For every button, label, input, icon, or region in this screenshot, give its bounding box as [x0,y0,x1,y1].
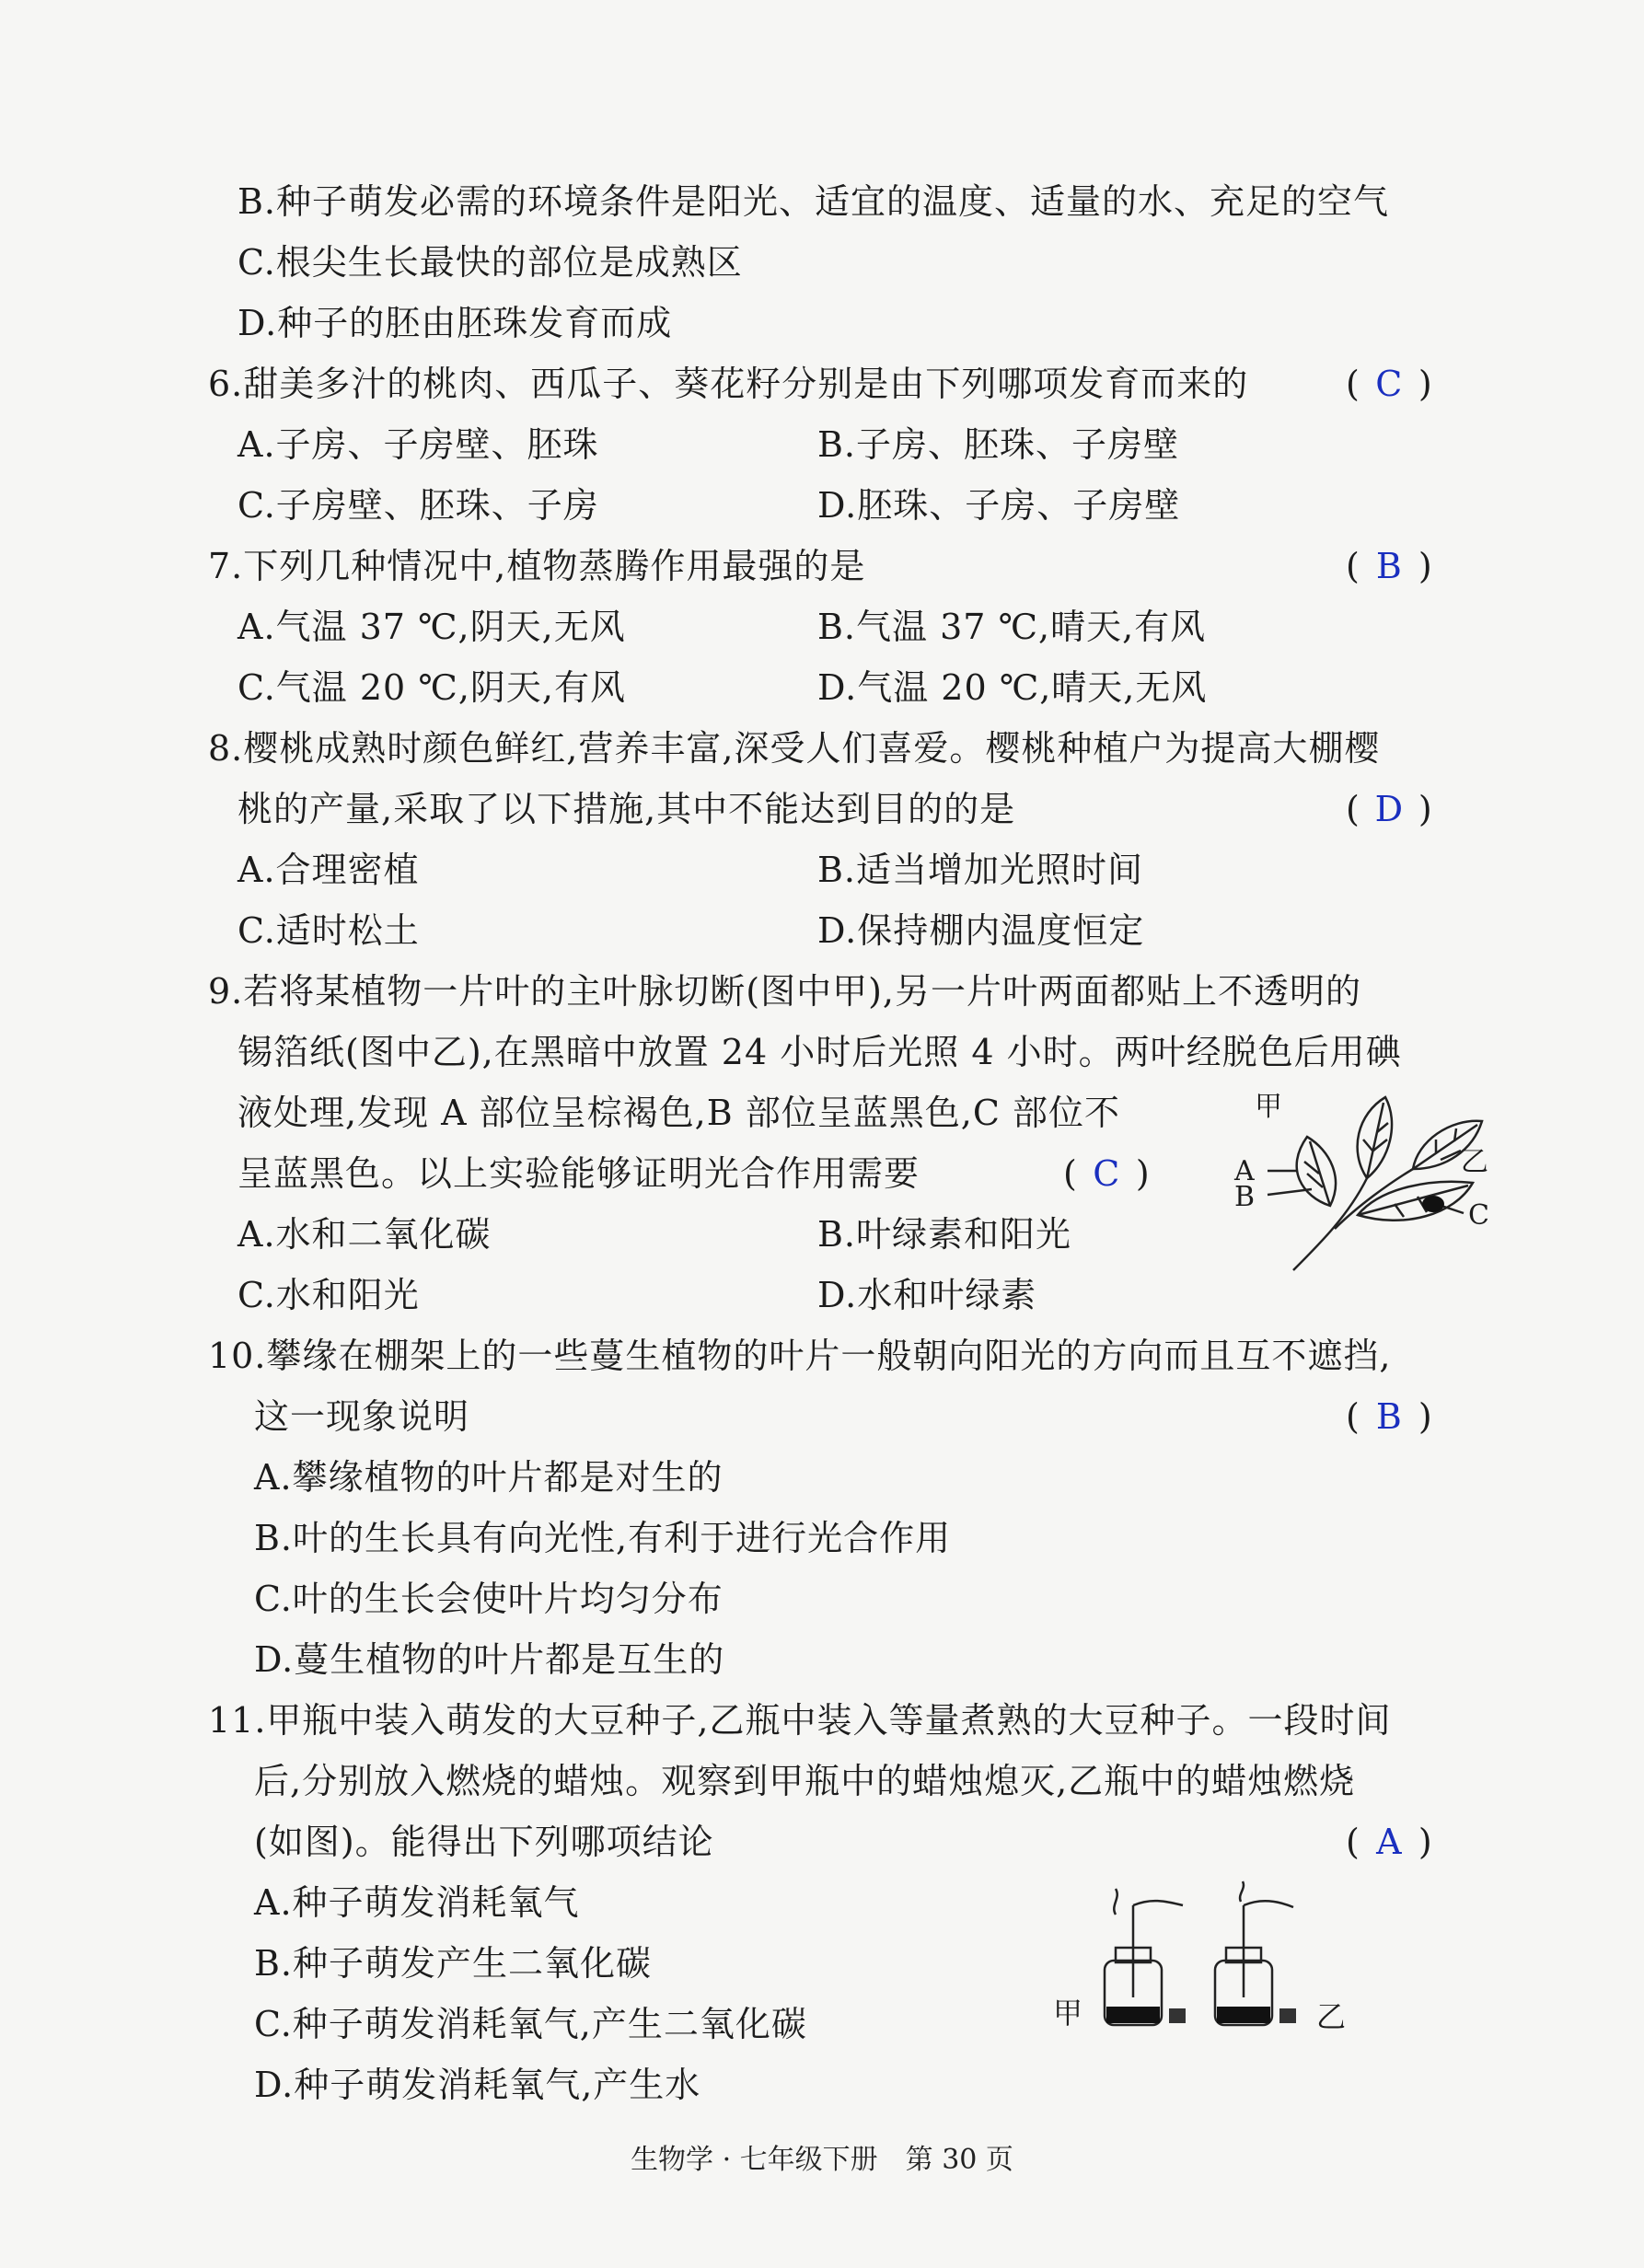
q7-option-d: D.气温 20 ℃,晴天,无风 [817,667,1208,708]
q11-stem-line3: (如图)。能得出下列哪项结论 [254,1822,714,1862]
q9-option-d: D.水和叶绿素 [817,1275,1037,1315]
q8-answer-bracket: ( D ) [1346,786,1432,832]
q11-option-c: C.种子萌发消耗氧气,产生二氧化碳 [254,2004,807,2044]
q10-option-d: D.蔓生植物的叶片都是互生的 [254,1639,725,1680]
q9-answer: C [1093,1153,1120,1194]
q10-option-a: A.攀缘植物的叶片都是对生的 [254,1457,724,1498]
q9-figure-label-b: B [1234,1181,1256,1213]
q9-option-b: B.叶绿素和阳光 [817,1214,1072,1255]
q9-figure-label-yi: 乙 [1461,1146,1488,1178]
q11-figure-label-jia: 甲 [1053,1996,1083,2031]
q7-answer-bracket: ( B ) [1346,543,1432,589]
q8-option-b: B.适当增加光照时间 [817,850,1144,890]
q8-option-c: C.适时松土 [237,910,420,951]
q6-option-b: B.子房、胚珠、子房壁 [817,424,1180,465]
q6-answer: C [1375,364,1403,404]
q10-stem-line1: 10.攀缘在棚架上的一些蔓生植物的叶片一般朝向阳光的方向而且互不遮挡, [208,1336,1392,1376]
q9-stem-line1: 9.若将某植物一片叶的主叶脉切断(图中甲),另一片叶两面都贴上不透明的 [208,971,1361,1012]
q11-answer: A [1376,1822,1402,1862]
q10-option-b: B.叶的生长具有向光性,有利于进行光合作用 [254,1518,952,1558]
q11-figure-label-yi: 乙 [1316,1999,1347,2034]
q5-option-c: C.根尖生长最快的部位是成熟区 [237,242,743,283]
q8-option-d: D.保持棚内温度恒定 [817,910,1145,951]
q8-option-a: A.合理密植 [237,850,420,890]
q9-answer-bracket: ( C ) [1063,1151,1150,1197]
q9-stem-line3: 液处理,发现 A 部位呈棕褐色,B 部位呈蓝黑色,C 部位不 [237,1093,1120,1133]
q7-answer: B [1375,546,1402,586]
q11-option-a: A.种子萌发消耗氧气 [254,1882,580,1923]
q7-option-b: B.气温 37 ℃,晴天,有风 [817,607,1207,647]
q8-stem-line2: 桃的产量,采取了以下措施,其中不能达到目的的是 [237,789,1016,829]
q7-stem: 7.下列几种情况中,植物蒸腾作用最强的是 [208,546,866,586]
q11-answer-bracket: ( A ) [1346,1819,1432,1865]
q6-option-d: D.胚珠、子房、子房壁 [817,485,1181,526]
q9-option-c: C.水和阳光 [237,1275,420,1315]
q5-option-b: B.种子萌发必需的环境条件是阳光、适宜的温度、适量的水、充足的空气 [237,181,1390,222]
q6-option-a: A.子房、子房壁、胚珠 [237,424,599,465]
q11-stem-line1: 11.甲瓶中装入萌发的大豆种子,乙瓶中装入等量煮熟的大豆种子。一段时间 [208,1700,1392,1741]
q11-option-d: D.种子萌发消耗氧气,产生水 [254,2065,701,2105]
q11-jar-figure [1040,1878,1372,2043]
q9-option-a: A.水和二氧化碳 [237,1214,492,1255]
q6-answer-bracket: ( C ) [1346,361,1432,407]
q11-stem-line2: 后,分别放入燃烧的蜡烛。观察到甲瓶中的蜡烛熄灭,乙瓶中的蜡烛燃烧 [254,1761,1356,1801]
q9-stem-line2: 锡箔纸(图中乙),在黑暗中放置 24 小时后光照 4 小时。两叶经脱色后用碘 [237,1032,1402,1072]
q8-stem-line1: 8.樱桃成熟时颜色鲜红,营养丰富,深受人们喜爱。樱桃种植户为提高大棚樱 [208,728,1381,769]
q8-answer: D [1374,789,1404,829]
q10-answer: B [1375,1396,1402,1437]
q6-stem: 6.甜美多汁的桃肉、西瓜子、葵花籽分别是由下列哪项发育而来的 [208,364,1249,404]
q6-option-c: C.子房壁、胚珠、子房 [237,485,599,526]
q9-stem-line4: 呈蓝黑色。以上实验能够证明光合作用需要 [237,1153,920,1194]
q9-figure-label-c: C [1468,1199,1489,1232]
q10-answer-bracket: ( B ) [1346,1394,1432,1440]
q10-option-c: C.叶的生长会使叶片均匀分布 [254,1579,724,1619]
q9-figure-label-jia: 甲 [1255,1091,1282,1123]
q7-option-c: C.气温 20 ℃,阴天,有风 [237,667,626,708]
q10-stem-line2: 这一现象说明 [254,1396,470,1437]
page-footer: 生物学 · 七年级下册 第 30 页 [631,2144,1013,2176]
q7-option-a: A.气温 37 ℃,阴天,无风 [237,607,626,647]
q5-option-d: D.种子的胚由胚珠发育而成 [237,303,673,343]
q9-figure-label-a: A [1234,1155,1255,1187]
q11-option-b: B.种子萌发产生二氧化碳 [254,1943,653,1984]
q9-leaf-figure [1220,1086,1496,1279]
